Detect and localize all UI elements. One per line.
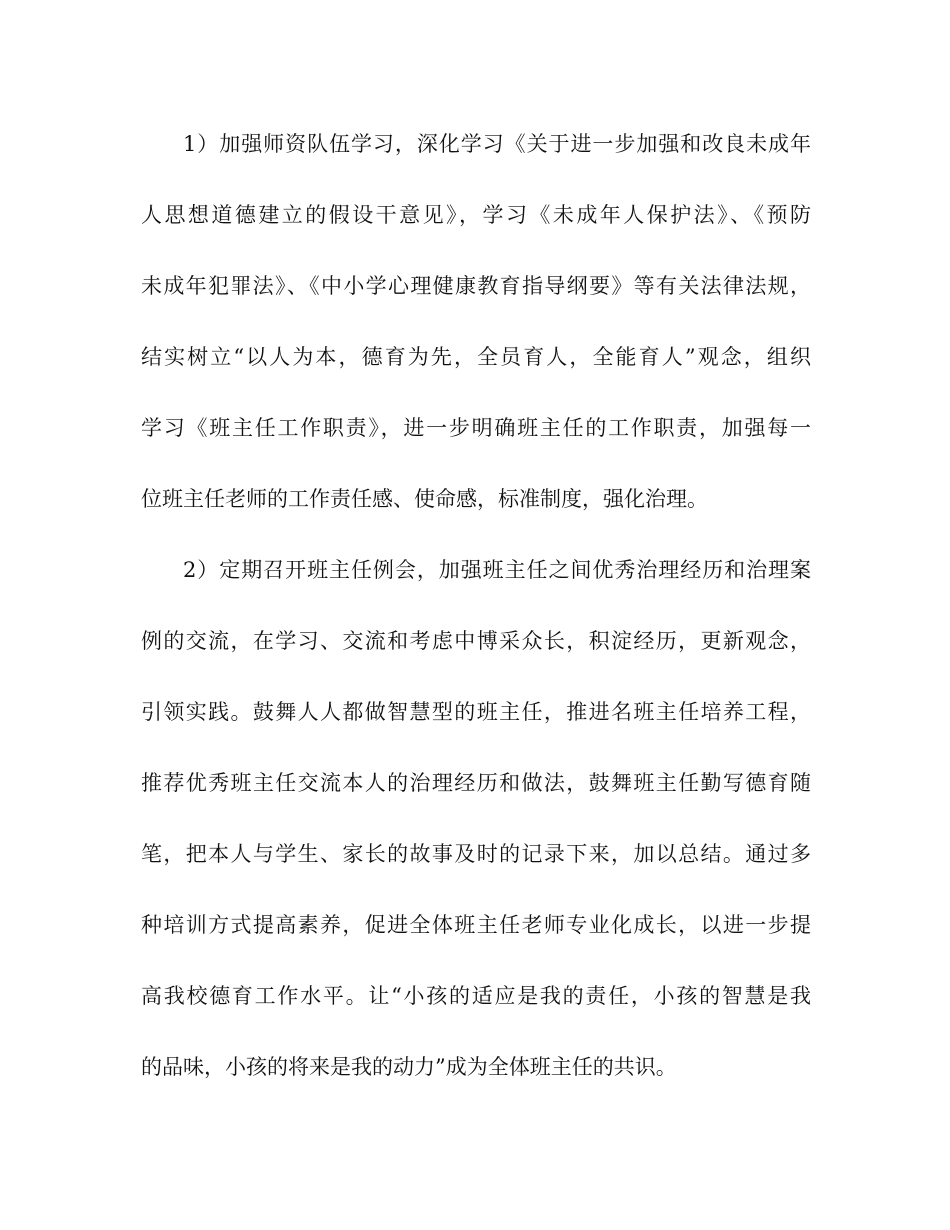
text-line: 的品味，小孩的将来是我的动力”成为全体班主任的共识。 — [141, 1055, 677, 1079]
text-line: 引领实践。鼓舞人人都做智慧型的班主任，推进名班主任培养工程， — [141, 700, 811, 724]
text-line: 种培训方式提高素养，促进全体班主任老师专业化成长，以进一步提 — [141, 913, 811, 937]
text-line: 推荐优秀班主任交流本人的治理经历和做法，鼓舞班主任勤写德育随 — [141, 771, 811, 795]
text-line: 笔，把本人与学生、家长的故事及时的记录下来，加以总结。通过多 — [141, 842, 811, 866]
text-line: 位班主任老师的工作责任感、使命感，标准制度，强化治理。 — [141, 487, 708, 511]
text-line: 高我校德育工作水平。让“小孩的适应是我的责任，小孩的智慧是我 — [141, 984, 811, 1008]
text-line: 例的交流，在学习、交流和考虑中博采众长，积淀经历，更新观念， — [141, 629, 811, 653]
text-line: 1）加强师资队伍学习，深化学习《关于进一步加强和改良未成年 — [183, 132, 811, 156]
text-line: 结实树立“以人为本，德育为先，全员育人，全能育人”观念，组织 — [141, 345, 811, 369]
text-line: 人思想道德建立的假设干意见》，学习《未成年人保护法》、《预防 — [141, 203, 811, 227]
text-line: 未成年犯罪法》、《中小学心理健康教育指导纲要》等有关法律法规， — [141, 274, 811, 298]
text-line: 2）定期召开班主任例会，加强班主任之间优秀治理经历和治理案 — [183, 558, 811, 582]
text-line: 学习《班主任工作职责》，进一步明确班主任的工作职责，加强每一 — [141, 416, 811, 440]
